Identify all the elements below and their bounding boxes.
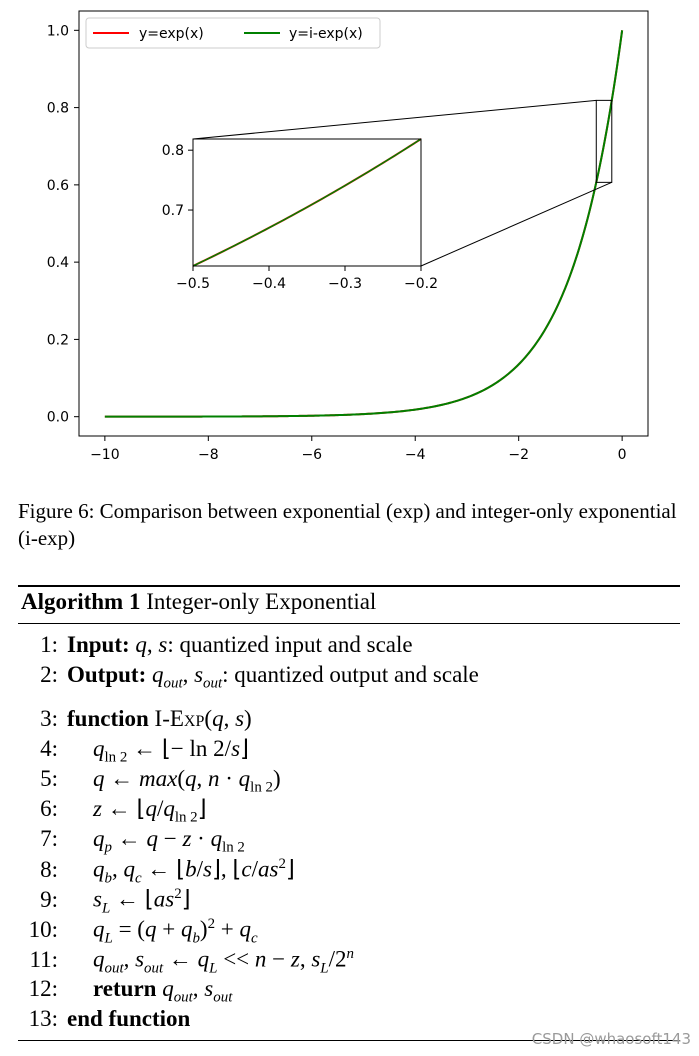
inset-background bbox=[193, 139, 421, 266]
watermark: CSDN @whaosoft143 bbox=[531, 1030, 691, 1048]
algo-line-5: 5: q ← max(q, $n \cdot q_{ln 2}$) bbox=[18, 766, 281, 797]
line-text: : quantized input and scale bbox=[167, 632, 413, 657]
line-number: 13: bbox=[28, 1006, 58, 1031]
algo-line-3: 3: function I-Exp(q, s) bbox=[18, 706, 252, 732]
line-number: 3: bbox=[40, 706, 58, 731]
y-tick-label: 0.4 bbox=[46, 255, 69, 272]
inset-y-tick-label: 0.7 bbox=[161, 203, 184, 220]
line-text: : quantized output and scale bbox=[222, 662, 479, 687]
line-number: 10: bbox=[28, 916, 58, 942]
x-tick-label: −6 bbox=[301, 447, 323, 463]
inset-x-tick-label: −0.5 bbox=[176, 276, 210, 292]
line-number: 5: bbox=[40, 766, 58, 791]
algorithm-label: Algorithm 1 bbox=[21, 589, 141, 614]
x-tick-label: −4 bbox=[404, 447, 426, 463]
x-tick-label: −2 bbox=[508, 447, 530, 463]
algorithm-header bbox=[21, 589, 376, 615]
line-number: 6: bbox=[40, 796, 58, 821]
line-number: 11: bbox=[29, 946, 58, 972]
inset-x-tick-label: −0.3 bbox=[328, 276, 362, 292]
y-tick-label: 0.8 bbox=[46, 100, 69, 117]
algo-line-1: 1: Input: q, s: quantized input and scale bbox=[18, 632, 413, 658]
line-keyword: Output: bbox=[67, 662, 147, 687]
line-number: 1: bbox=[40, 632, 58, 657]
line-keyword: Input: bbox=[67, 632, 130, 657]
y-tick-label: 0.0 bbox=[46, 409, 69, 426]
algo-line-11: 11: $q_{out}$, $s_{out}$ ← $q_L << n - z$, $s_L/2^n$ bbox=[18, 946, 354, 977]
line-number: 4: bbox=[40, 736, 58, 761]
inset-y-tick-label: 0.8 bbox=[161, 143, 184, 160]
inset-x-tick-label: −0.2 bbox=[404, 276, 438, 292]
legend-label: y=exp(x) bbox=[139, 26, 204, 42]
y-tick-label: 0.2 bbox=[46, 332, 69, 349]
zoom-connector-bottom bbox=[421, 182, 612, 266]
y-tick-label: 0.6 bbox=[46, 177, 69, 194]
algorithm-top-rule bbox=[18, 585, 680, 587]
algorithm-header-rule bbox=[18, 623, 680, 624]
legend-label: y=i-exp(x) bbox=[289, 26, 363, 42]
zoom-connector-top bbox=[193, 100, 596, 139]
x-tick-label: 0 bbox=[617, 447, 627, 463]
algo-line-10: 10: $q_L = (q + q_b)^2 + q_c$ bbox=[18, 916, 258, 947]
algo-line-7: 7: $q_p$ ← $q - z \cdot q_{ln 2}$ bbox=[18, 826, 245, 857]
exp-comparison-chart bbox=[0, 0, 699, 480]
line-number: 2: bbox=[40, 662, 58, 687]
y-tick-label: 1.0 bbox=[46, 23, 69, 40]
algo-line-2: 2: Output: $q_{out}$, $s_{out}$: quantized output and scale bbox=[18, 662, 479, 693]
algo-line-6: 6: z ← $⌊q/q_{ln 2}⌋$ bbox=[18, 796, 207, 827]
x-tick-label: −10 bbox=[90, 447, 120, 463]
algo-line-13 bbox=[18, 1006, 190, 1032]
line-keyword: end function bbox=[67, 1006, 191, 1031]
inset-x-tick-label: −0.4 bbox=[252, 276, 286, 292]
algo-line-9: 9: $s_L$ ← $⌊as^2⌋$ bbox=[18, 886, 191, 917]
line-keyword: function bbox=[67, 706, 149, 731]
line-number: 8: bbox=[40, 856, 58, 882]
line-number: 9: bbox=[40, 886, 58, 912]
line-number: 12: bbox=[28, 976, 58, 1001]
legend bbox=[86, 18, 380, 48]
figure-caption: Figure 6: Comparison between exponential (exp) and integer-only exponential (i-exp) bbox=[18, 499, 677, 550]
line-number: 7: bbox=[40, 826, 58, 851]
algo-line-4: 4: $q_{ln 2}$ ← ⌊− ln 2/s⌋ bbox=[18, 736, 249, 767]
inset-axes bbox=[162, 139, 438, 292]
x-tick-label: −8 bbox=[197, 447, 219, 463]
algorithm-title: Integer-only Exponential bbox=[146, 589, 377, 614]
line-keyword: return bbox=[93, 976, 157, 1001]
algo-line-8: 8: $q_b$, $q_c$ ← ⌊b/s⌋, $⌊c/as^2⌋$ bbox=[18, 856, 295, 887]
algo-line-12: 12: return $q_{out}$, $s_{out}$ bbox=[18, 976, 232, 1007]
